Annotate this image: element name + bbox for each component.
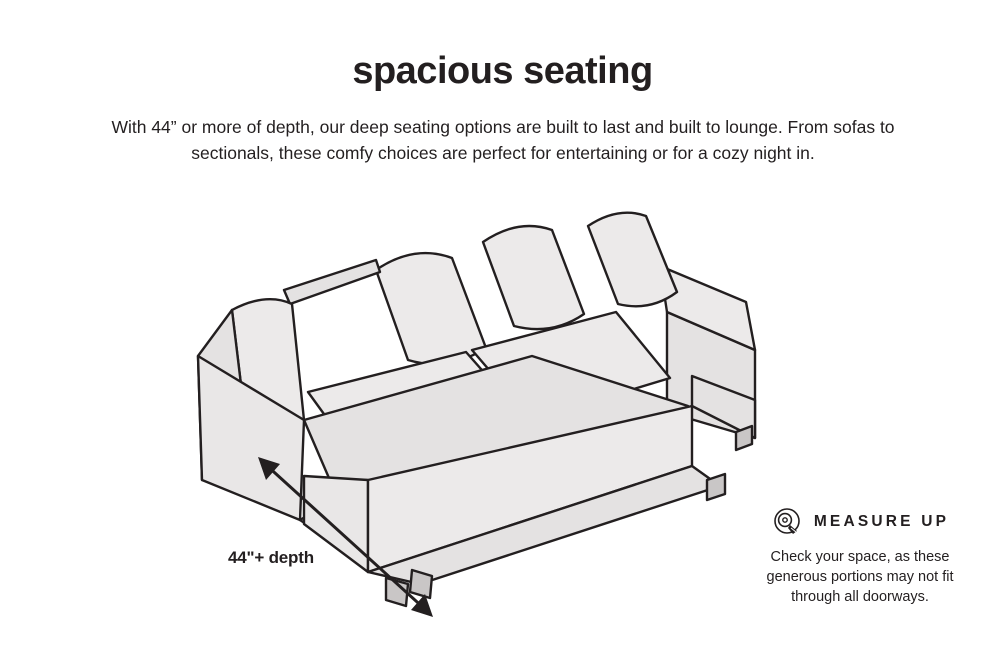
measure-up-heading: [740, 506, 980, 538]
depth-dimension-label: 44"+ depth: [228, 548, 314, 567]
measure-up-title: MEASURE UP: [813, 513, 950, 530]
tape-measure-icon: [771, 506, 803, 538]
measure-up-block: [740, 506, 980, 607]
page-subcopy: With 44” or more of depth, our deep seating options are built to last and built to lounge. From sofas to sectionals, these comfy choices are perfect for entertaining or for a cozy night in.: [111, 117, 895, 163]
page-title: spacious seating: [352, 50, 653, 92]
measure-up-note: Check your space, as these generous portions may not fit through all doorways.: [766, 549, 954, 605]
